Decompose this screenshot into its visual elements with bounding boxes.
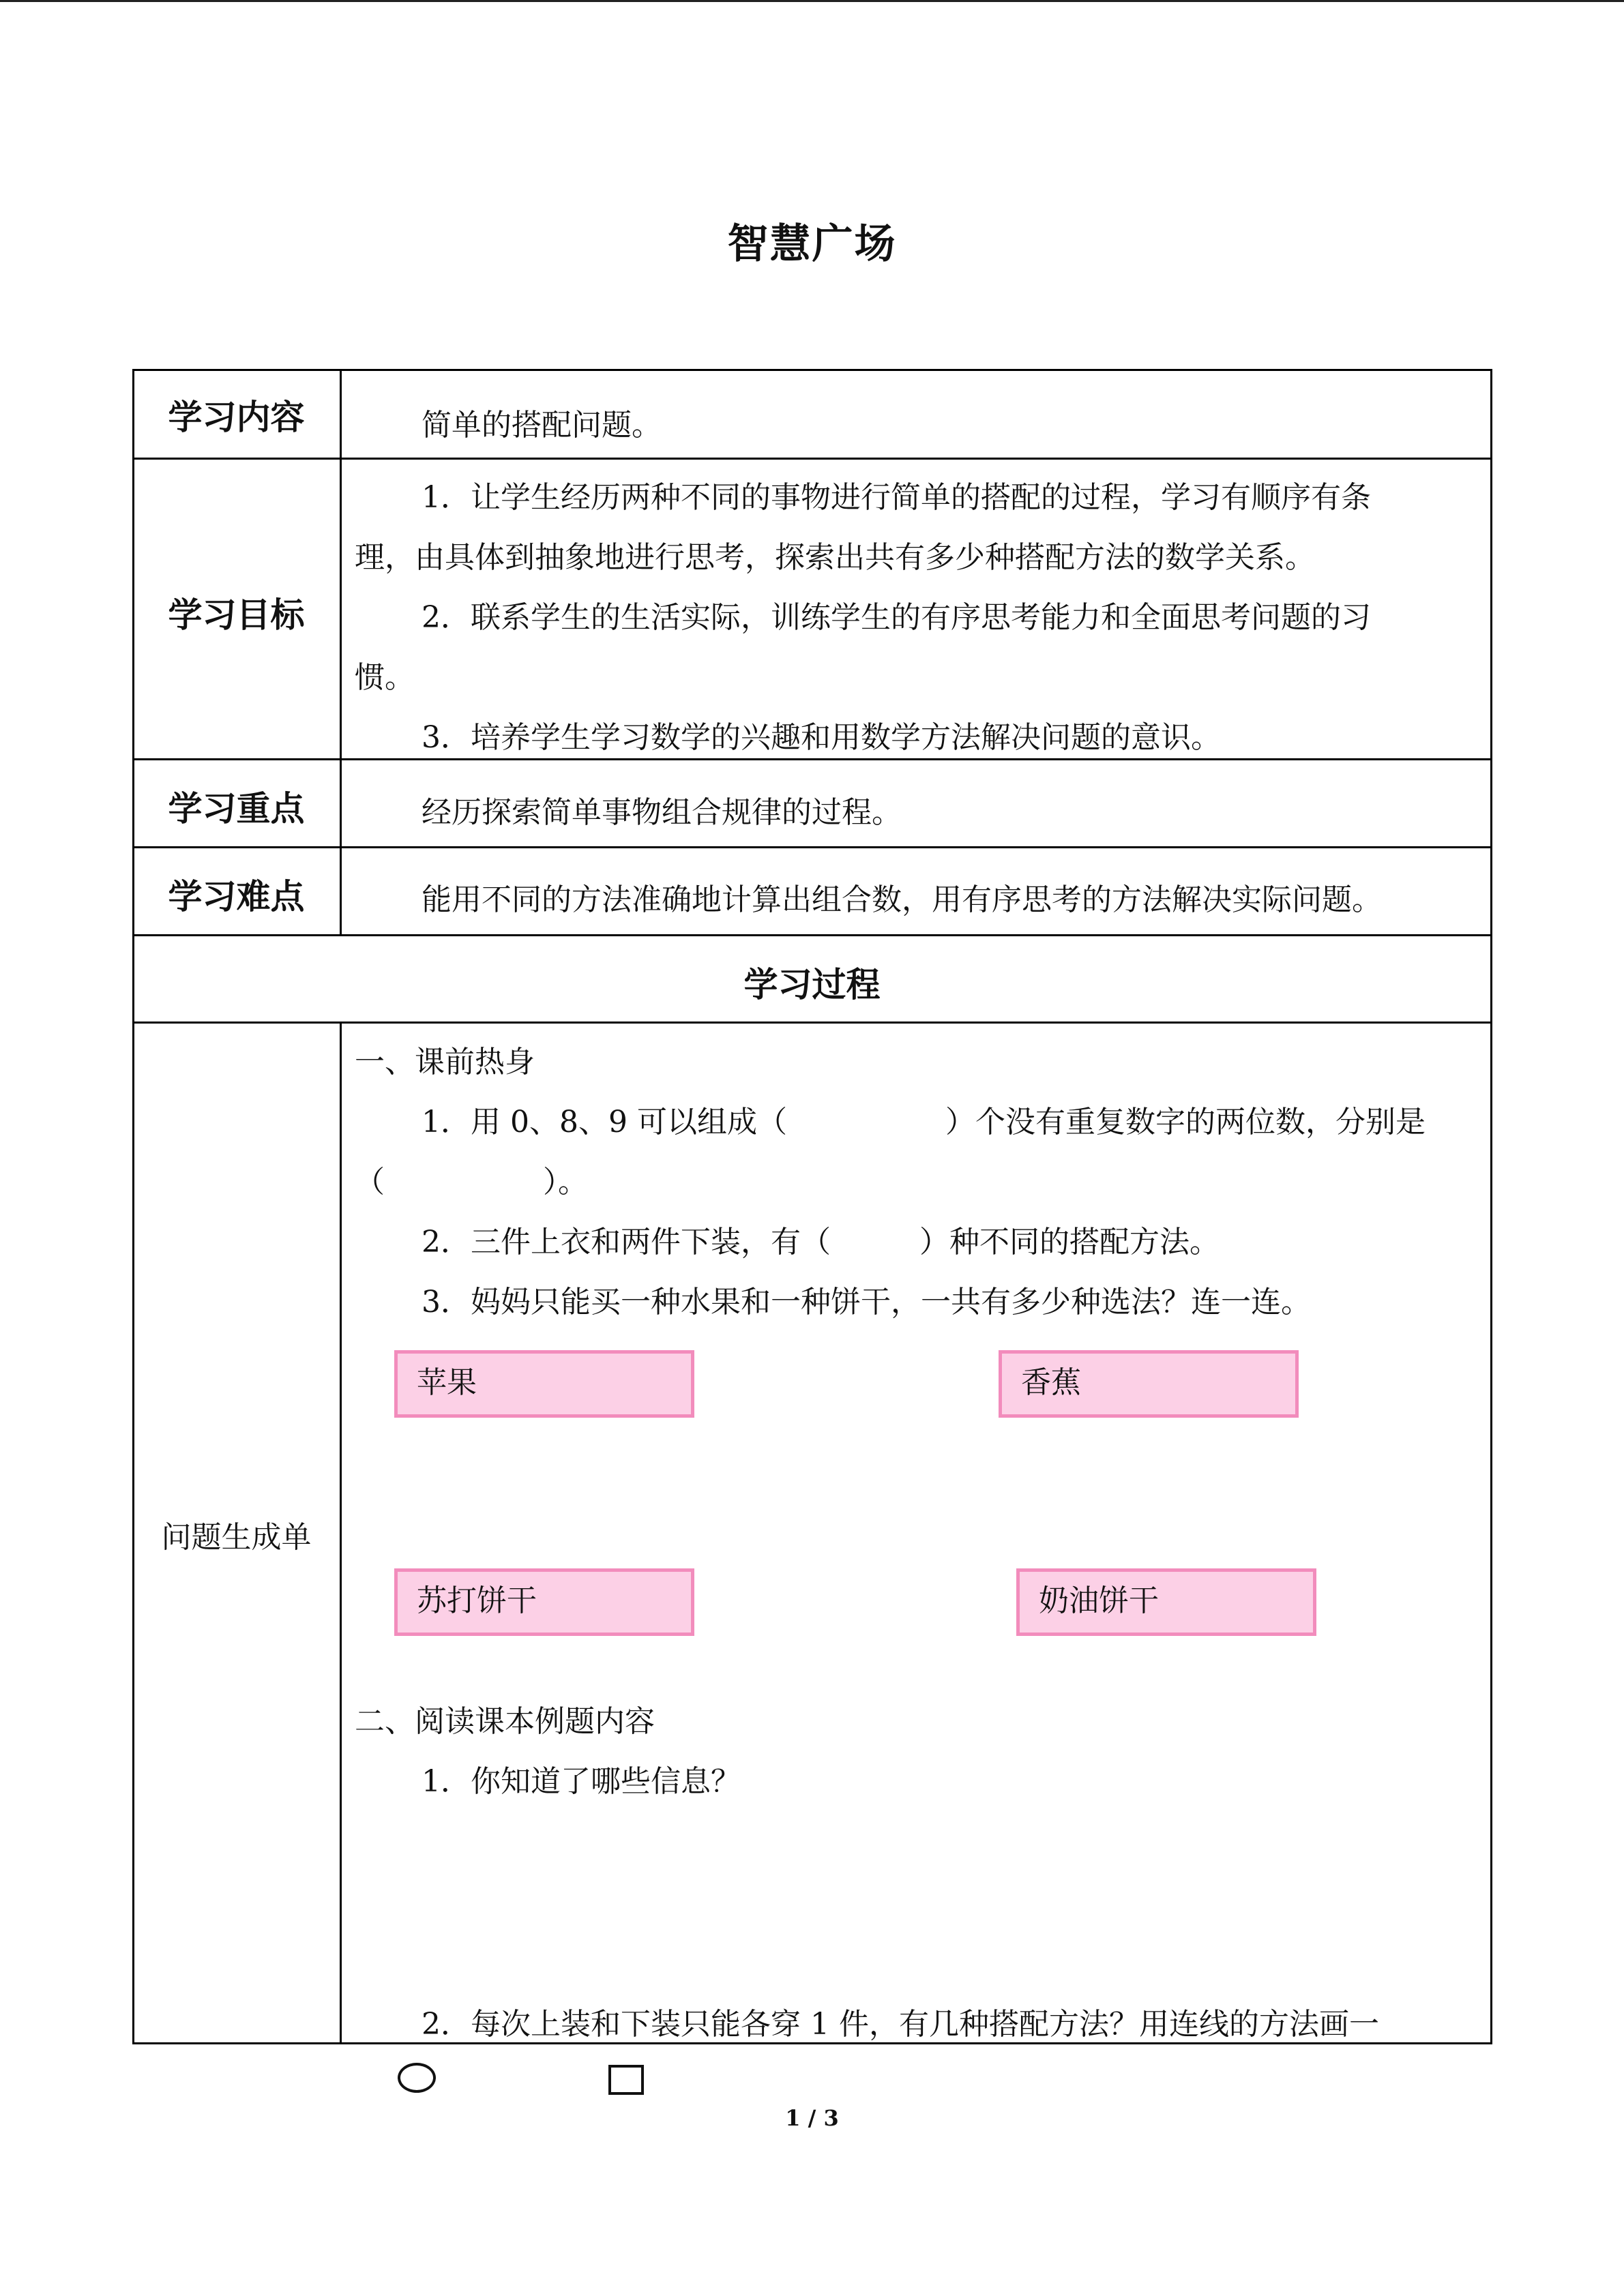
top-rule: [0, 0, 1624, 2]
section2-heading: 二、阅读课本例题内容: [355, 1704, 655, 1739]
reading-q1: 1．你知道了哪些信息？: [422, 1764, 741, 1799]
warmup-q1-line1: 1．用 0、8、9 可以组成（ ）个没有重复数字的两位数，分别是: [422, 1105, 1426, 1139]
warmup-q3: 3．妈妈只能买一种水果和一种饼干，一共有多少种选法？连一连。: [422, 1285, 1311, 1320]
reading-q2: 2．每次上装和下装只能各穿 1 件，有几种搭配方法？用连线的方法画一: [422, 2007, 1379, 2042]
difficulty-label: 学习难点: [168, 877, 305, 916]
process-header: 学习过程: [743, 965, 881, 1004]
goal-line-2: 理，由具体到抽象地进行思考，探索出共有多少种搭配方法的数学关系。: [355, 540, 1315, 575]
goal-line-1: 1．让学生经历两种不同的事物进行简单的搭配的过程，学习有顺序有条: [422, 480, 1371, 515]
page-number: 1 / 3: [785, 2105, 839, 2131]
goals-label: 学习目标: [168, 595, 305, 635]
box-apple[interactable]: 苹果: [394, 1350, 694, 1418]
content-text: 简单的搭配问题。: [422, 408, 662, 443]
warmup-q2: 2．三件上衣和两件下装，有（ ）种不同的搭配方法。: [422, 1225, 1220, 1259]
difficulty-text: 能用不同的方法准确地计算出组合数，用有序思考的方法解决实际问题。: [422, 882, 1382, 917]
process-side-label: 问题生成单: [161, 1520, 312, 1555]
section1-heading: 一、课前热身: [355, 1045, 535, 1079]
goal-line-4: 惯。: [355, 660, 415, 695]
box-soda-cracker[interactable]: 苏打饼干: [394, 1568, 694, 1636]
box-banana[interactable]: 香蕉: [999, 1350, 1299, 1418]
circle-shape: [398, 2063, 436, 2093]
goal-line-3: 2．联系学生的生活实际，训练学生的有序思考能力和全面思考问题的习: [422, 600, 1371, 635]
page-title: 智慧广场: [727, 220, 897, 268]
content-label: 学习内容: [168, 398, 305, 437]
box-cream-cracker[interactable]: 奶油饼干: [1016, 1568, 1316, 1636]
goal-line-5: 3．培养学生学习数学的兴趣和用数学方法解决问题的意识。: [422, 720, 1221, 755]
square-shape: [608, 2065, 644, 2095]
key-label: 学习重点: [168, 789, 305, 829]
warmup-q1-line2: （ ）。: [355, 1165, 588, 1199]
key-text: 经历探索简单事物组合规律的过程。: [422, 795, 902, 830]
